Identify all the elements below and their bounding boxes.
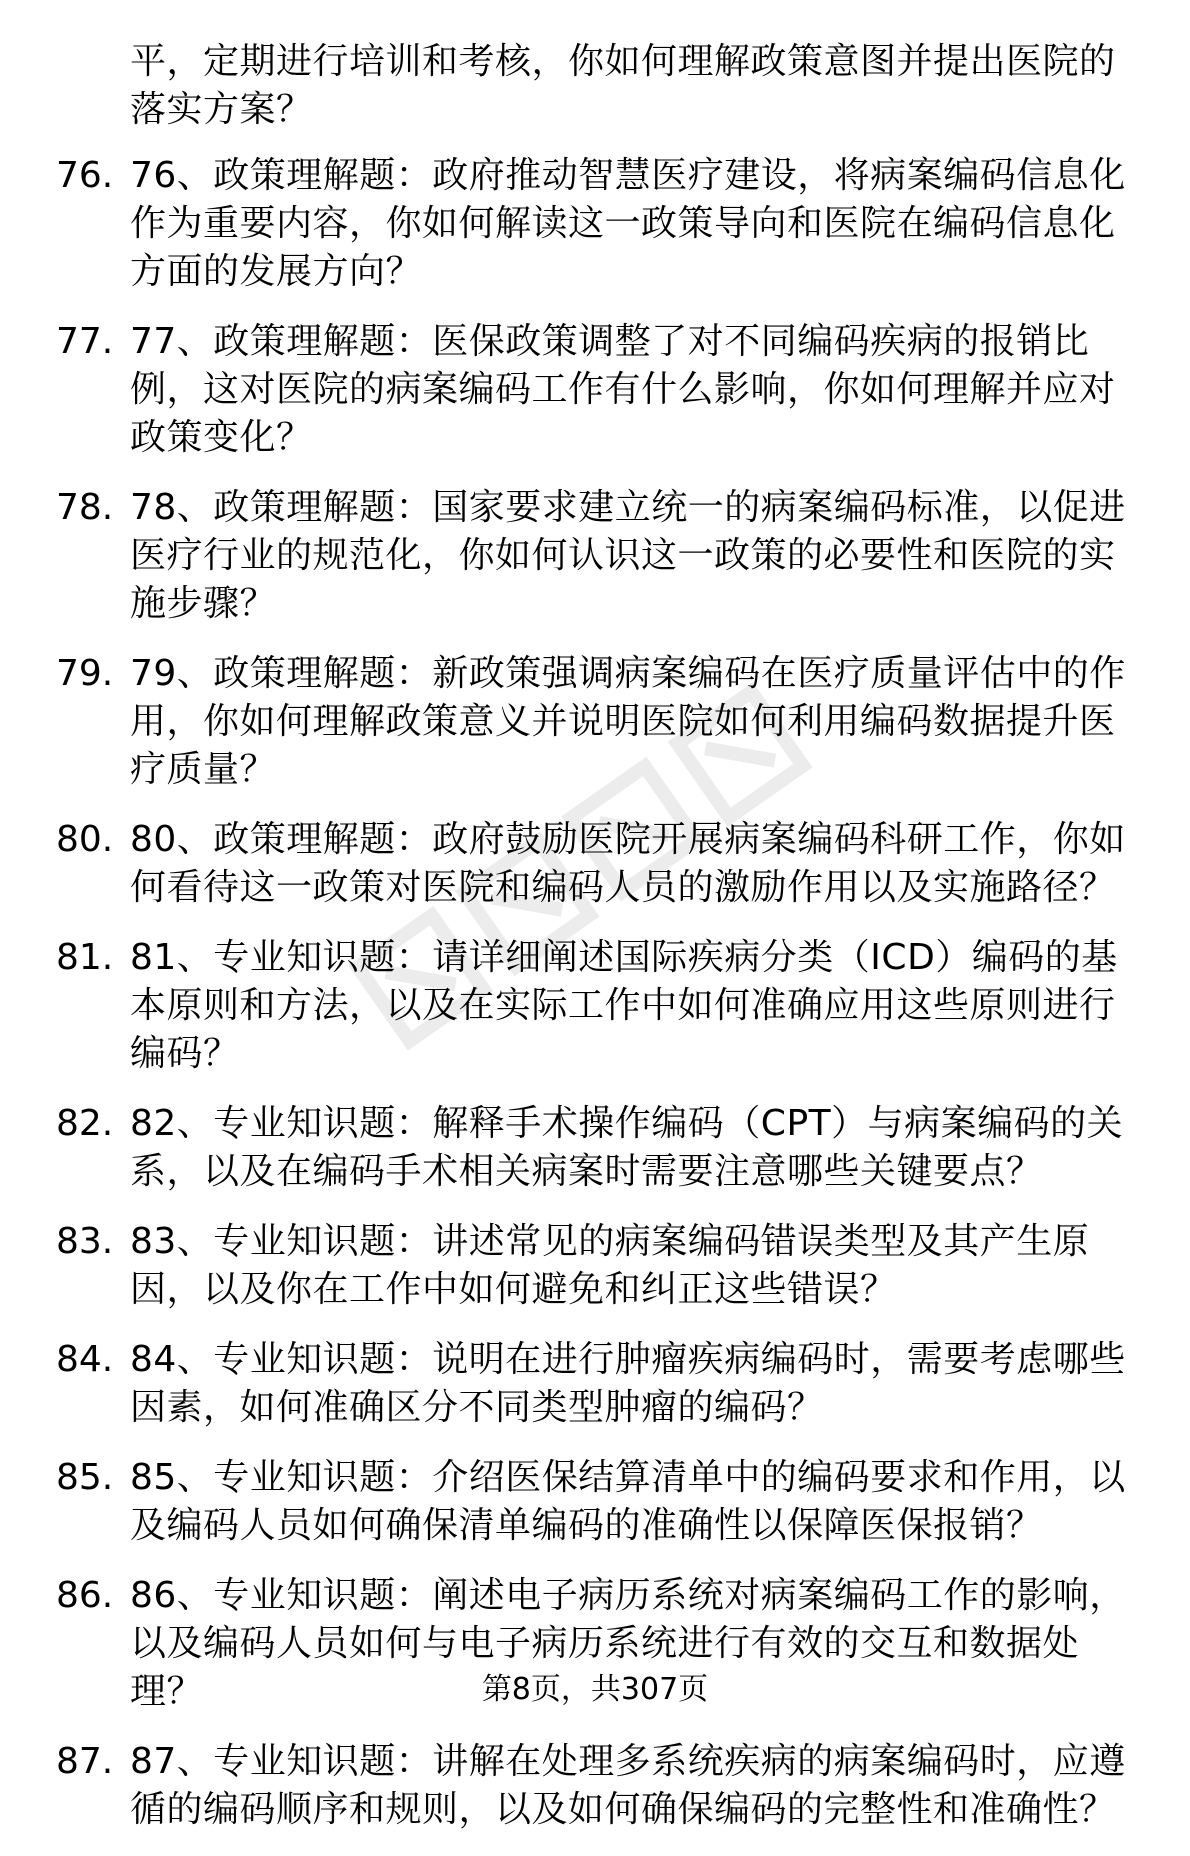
list-item (0, 816, 1190, 912)
list-item (0, 318, 1190, 462)
item-number: 78. (56, 487, 114, 528)
item-text: 83、专业知识题：讲述常见的病案编码错误类型及其产生原因，以及你在工作中如何避免和纠正这些错误？ (130, 1221, 1090, 1310)
item-number: 85. (56, 1457, 114, 1498)
list-item (0, 484, 1190, 628)
list-item (0, 650, 1190, 794)
item-text: 76、政策理解题：政府推动智慧医疗建设，将病案编码信息化作为重要内容，你如何解读这一政策导向和医院在编码信息化方面的发展方向？ (130, 155, 1126, 292)
list-item (0, 152, 1190, 296)
page-number: 第8页，共307页 (481, 1672, 709, 1707)
item-number: 86. (56, 1575, 114, 1616)
list-item (0, 1100, 1190, 1196)
item-text: 84、专业知识题：说明在进行肿瘤疾病编码时，需要考虑哪些因素，如何准确区分不同类型肿瘤的编码？ (130, 1339, 1126, 1428)
list-item (0, 934, 1190, 1078)
item-text: 79、政策理解题：新政策强调病案编码在医疗质量评估中的作用，你如何理解政策意义并说明医院如何利用编码数据提升医疗质量？ (130, 653, 1126, 790)
document-body (0, 38, 1190, 1856)
item-number: 83. (56, 1221, 114, 1262)
item-number: 80. (56, 819, 114, 860)
list-item (0, 1738, 1190, 1834)
item-text: 77、政策理解题：医保政策调整了对不同编码疾病的报销比例，这对医院的病案编码工作有什么影响，你如何理解并应对政策变化？ (130, 321, 1116, 458)
list-item (0, 1454, 1190, 1550)
list-item (0, 1218, 1190, 1314)
item-text: 86、专业知识题：阐述电子病历系统对病案编码工作的影响，以及编码人员如何与电子病历系统进行有效的交互和数据处理？ (130, 1575, 1126, 1712)
item-number: 77. (56, 321, 114, 362)
item-text: 78、政策理解题：国家要求建立统一的病案编码标准，以促进医疗行业的规范化，你如何认识这一政策的必要性和医院的实施步骤？ (130, 487, 1126, 624)
item-number: 87. (56, 1741, 114, 1782)
continued-question-text: 平，定期进行培训和考核，你如何理解政策意图并提出医院的落实方案？ (130, 41, 1116, 130)
item-number: 82. (56, 1103, 114, 1144)
item-text: 85、专业知识题：介绍医保结算清单中的编码要求和作用，以及编码人员如何确保清单编码的准确性以保障医保报销？ (130, 1457, 1126, 1546)
item-text: 81、专业知识题：请详细阐述国际疾病分类（ICD）编码的基本原则和方法，以及在实际工作中如何准确应用这些原则进行编码？ (130, 937, 1118, 1074)
question-list (0, 152, 1190, 1834)
item-text: 87、专业知识题：讲解在处理多系统疾病的病案编码时，应遵循的编码顺序和规则，以及如何确保编码的完整性和准确性？ (130, 1741, 1126, 1830)
item-number: 76. (56, 155, 114, 196)
list-item (0, 1336, 1190, 1432)
item-text: 80、政策理解题：政府鼓励医院开展病案编码科研工作，你如何看待这一政策对医院和编码人员的激励作用以及实施路径？ (130, 819, 1126, 908)
item-text: 82、专业知识题：解释手术操作编码（CPT）与病案编码的关系，以及在编码手术相关病案时需要注意哪些关键要点？ (130, 1103, 1124, 1192)
item-number: 84. (56, 1339, 114, 1380)
item-number: 81. (56, 937, 114, 978)
item-number: 79. (56, 653, 114, 694)
